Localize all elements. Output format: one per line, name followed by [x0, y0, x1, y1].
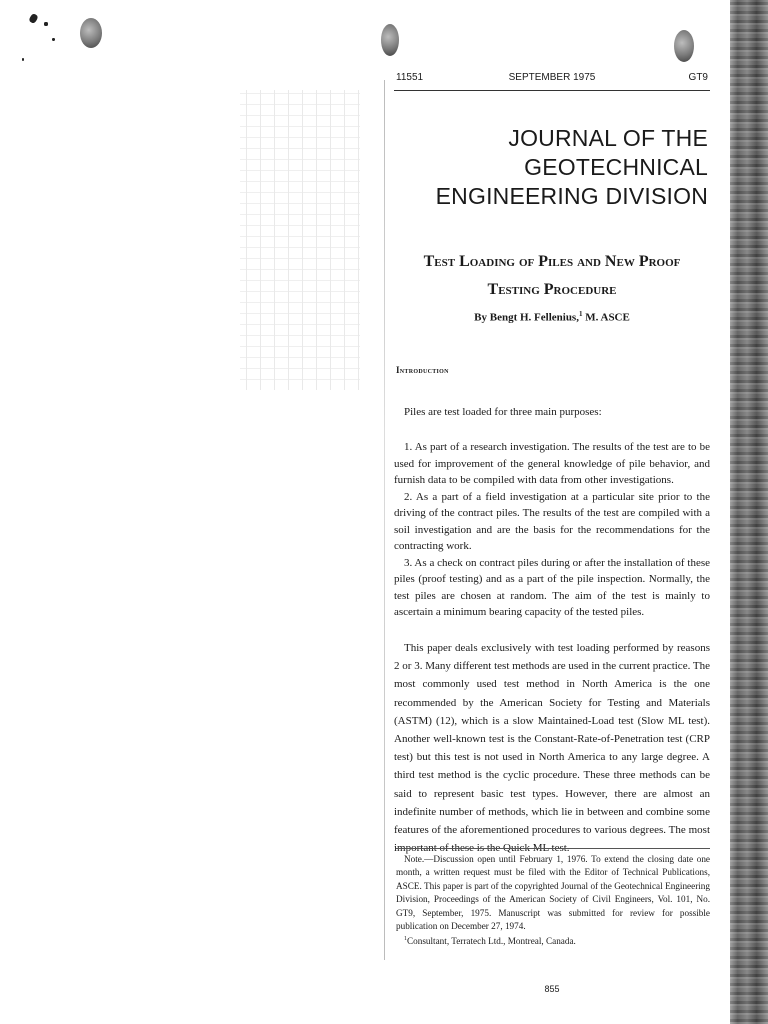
paragraph: Piles are test loaded for three main purposes: — [404, 406, 602, 418]
footnote-author-text: Consultant, Terratech Ltd., Montreal, Canada. — [407, 936, 576, 947]
issue-date: SEPTEMBER 1975 — [508, 72, 596, 83]
list-item: 1. As part of a research investigation. The results of the test are to be used for improvement of the general knowledge of pile behavior, and furnish data to be compiled with data from other investigations. — [394, 441, 710, 486]
intro-lead — [394, 404, 710, 421]
journal-title — [408, 124, 708, 211]
ink-smudge — [44, 22, 48, 26]
issue-code: GT9 — [688, 72, 708, 83]
footnote-author — [396, 933, 710, 948]
article-title — [394, 248, 710, 304]
punch-hole-top-left — [381, 24, 399, 56]
ink-smudge — [22, 58, 24, 61]
byline — [394, 310, 710, 324]
footnotes — [396, 848, 710, 949]
article-title-line: Test Loading of Piles and New Proof — [423, 253, 681, 270]
section-heading: Introduction — [396, 365, 449, 375]
punch-hole-top-right — [674, 30, 694, 62]
footnote-note: Note.—Discussion open until February 1, 1976. To extend the closing date one month, a written request must be filed with the Editor of Technical Publications, ASCE. This paper is part of the copyrighted Journal of the Geotechnical Engineering Division, Proceedings of the American Society of Civil Engineers, Vol. 101, No. GT9, September, 1975. Manuscript was submitted for review for possible publication on December 27, 1974. — [396, 854, 710, 932]
journal-title-line: GEOTECHNICAL — [524, 154, 708, 180]
article-title-line: Testing Procedure — [487, 281, 617, 298]
running-head — [394, 70, 710, 91]
footnote-marker: 1 — [404, 936, 407, 943]
bleed-through-texture — [240, 90, 360, 390]
paragraph: This paper deals exclusively with test loading performed by reasons 2 or 3. Many different test methods are used in the current practice. The most commonly used test method in North America is the one recommended by the American Society for Testing and Materials (ASTM) (12), which is a slow Maintained-Load test (Slow ML test). Another well-known test is the Constant-Rate-of-Penetration test (CRP test) but this test is not used in North America to any large degree. A third test method is the cyclic procedure. These three methods can be said to represent basic test types. However, there are almost an indefinite number of methods, which lie in between and combine some features of the aforementioned procedures to various degrees. The most important of these is the Quick ML test. — [394, 642, 710, 855]
body-paragraph — [394, 639, 710, 857]
journal-title-line: ENGINEERING DIVISION — [435, 183, 708, 209]
punch-hole-left — [80, 18, 102, 48]
ink-smudge — [28, 13, 39, 24]
ink-smudge — [52, 38, 55, 41]
binding-shadow-line — [384, 80, 385, 960]
journal-title-line: JOURNAL OF THE — [508, 125, 708, 151]
paper-number: 11551 — [396, 72, 424, 83]
author-affiliation: M. ASCE — [582, 311, 630, 324]
page-number: 855 — [544, 984, 560, 994]
list-item: 2. As a part of a field investigation at a particular site prior to the driving of the contract piles. The results of the test are compiled with a soil investigation and are the basis for the recommendations for the contracting work. — [394, 490, 710, 552]
author-name: By Bengt H. Fellenius, — [474, 311, 579, 324]
list-item: 3. As a check on contract piles during or after the installation of these piles (proof testing) and as a part of the pile inspection. Normally, the test piles are chosen at random. The aim of the test is mainly to ascertain a minimum bearing capacity of the tested piles. — [394, 556, 710, 618]
scanner-edge-texture — [730, 0, 768, 1024]
purposes-list — [394, 439, 710, 621]
footnote-marker: 1 — [578, 310, 583, 318]
journal-page — [394, 62, 710, 1002]
